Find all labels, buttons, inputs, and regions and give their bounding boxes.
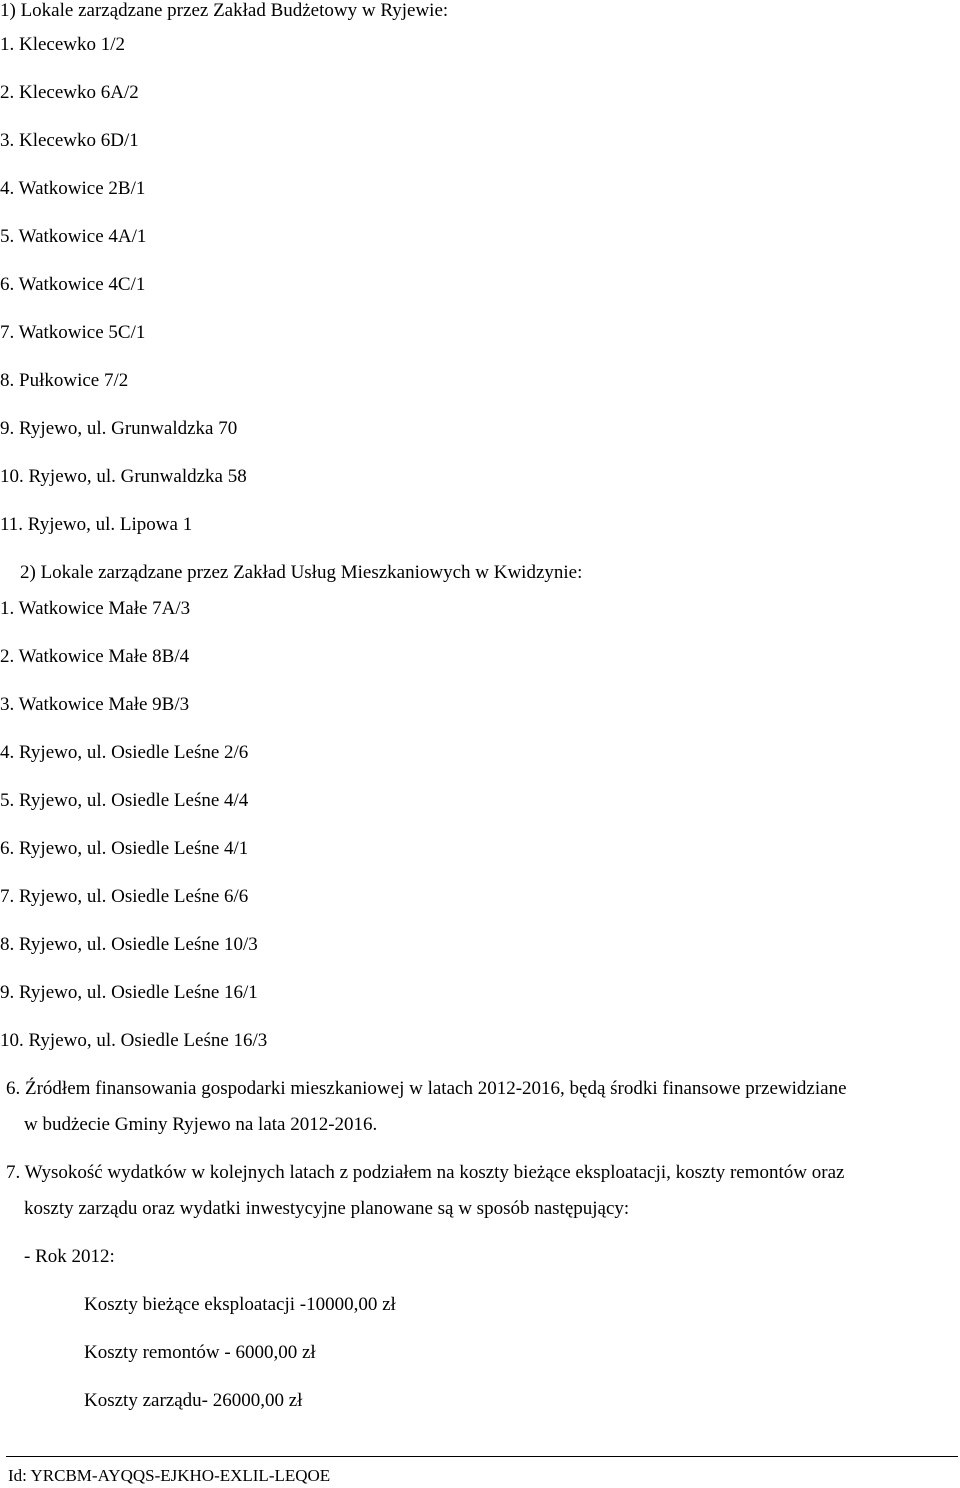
section2-item-1: 1. Watkowice Małe 7A/3: [0, 598, 191, 619]
paragraph7-line2: koszty zarządu oraz wydatki inwestycyjne planowane są w sposób następujący:: [24, 1198, 630, 1219]
section2-item-2: 2. Watkowice Małe 8B/4: [0, 646, 190, 667]
section1-item-2: 2. Klecewko 6A/2: [0, 82, 139, 103]
section2-item-4: 4. Ryjewo, ul. Osiedle Leśne 2/6: [0, 742, 249, 763]
section1-heading: 1) Lokale zarządzane przez Zakład Budżetowy w Ryjewie:: [0, 0, 449, 21]
section1-item-8: 8. Pułkowice 7/2: [0, 370, 129, 391]
paragraph6-line1: 6. Źródłem finansowania gospodarki mieszkaniowej w latach 2012-2016, będą środki finansowe przewidziane: [6, 1078, 847, 1099]
section1-item-3: 3. Klecewko 6D/1: [0, 130, 139, 151]
section2-item-3: 3. Watkowice Małe 9B/3: [0, 694, 190, 715]
section1-item-1: 1. Klecewko 1/2: [0, 34, 126, 55]
section1-item-4: 4. Watkowice 2B/1: [0, 178, 146, 199]
section2-item-6: 6. Ryjewo, ul. Osiedle Leśne 4/1: [0, 838, 249, 859]
cost-repairs: Koszty remontów - 6000,00 zł: [84, 1342, 316, 1363]
paragraph6-line2: w budżecie Gminy Ryjewo na lata 2012-2016.: [24, 1114, 378, 1135]
section2-item-7: 7. Ryjewo, ul. Osiedle Leśne 6/6: [0, 886, 249, 907]
section2-heading: 2) Lokale zarządzane przez Zakład Usług Mieszkaniowych w Kwidzynie:: [20, 562, 583, 583]
section2-item-5: 5. Ryjewo, ul. Osiedle Leśne 4/4: [0, 790, 249, 811]
section1-item-10: 10. Ryjewo, ul. Grunwaldzka 58: [0, 466, 247, 487]
cost-operating: Koszty bieżące eksploatacji -10000,00 zł: [84, 1294, 396, 1315]
section1-item-9: 9. Ryjewo, ul. Grunwaldzka 70: [0, 418, 238, 439]
section1-item-11: 11. Ryjewo, ul. Lipowa 1: [0, 514, 193, 535]
year-2012-heading: - Rok 2012:: [24, 1246, 115, 1267]
section2-item-8: 8. Ryjewo, ul. Osiedle Leśne 10/3: [0, 934, 258, 955]
paragraph7-line1: 7. Wysokość wydatków w kolejnych latach z podziałem na koszty bieżące eksploatacji, koszty remontów oraz: [6, 1162, 845, 1183]
section1-item-7: 7. Watkowice 5C/1: [0, 322, 146, 343]
cost-management: Koszty zarządu- 26000,00 zł: [84, 1390, 303, 1411]
document-id: Id: YRCBM-AYQQS-EJKHO-EXLIL-LEQOE: [8, 1466, 331, 1485]
section2-item-10: 10. Ryjewo, ul. Osiedle Leśne 16/3: [0, 1030, 268, 1051]
section1-item-6: 6. Watkowice 4C/1: [0, 274, 146, 295]
footer-divider: [6, 1456, 958, 1457]
section1-item-5: 5. Watkowice 4A/1: [0, 226, 147, 247]
section2-item-9: 9. Ryjewo, ul. Osiedle Leśne 16/1: [0, 982, 258, 1003]
